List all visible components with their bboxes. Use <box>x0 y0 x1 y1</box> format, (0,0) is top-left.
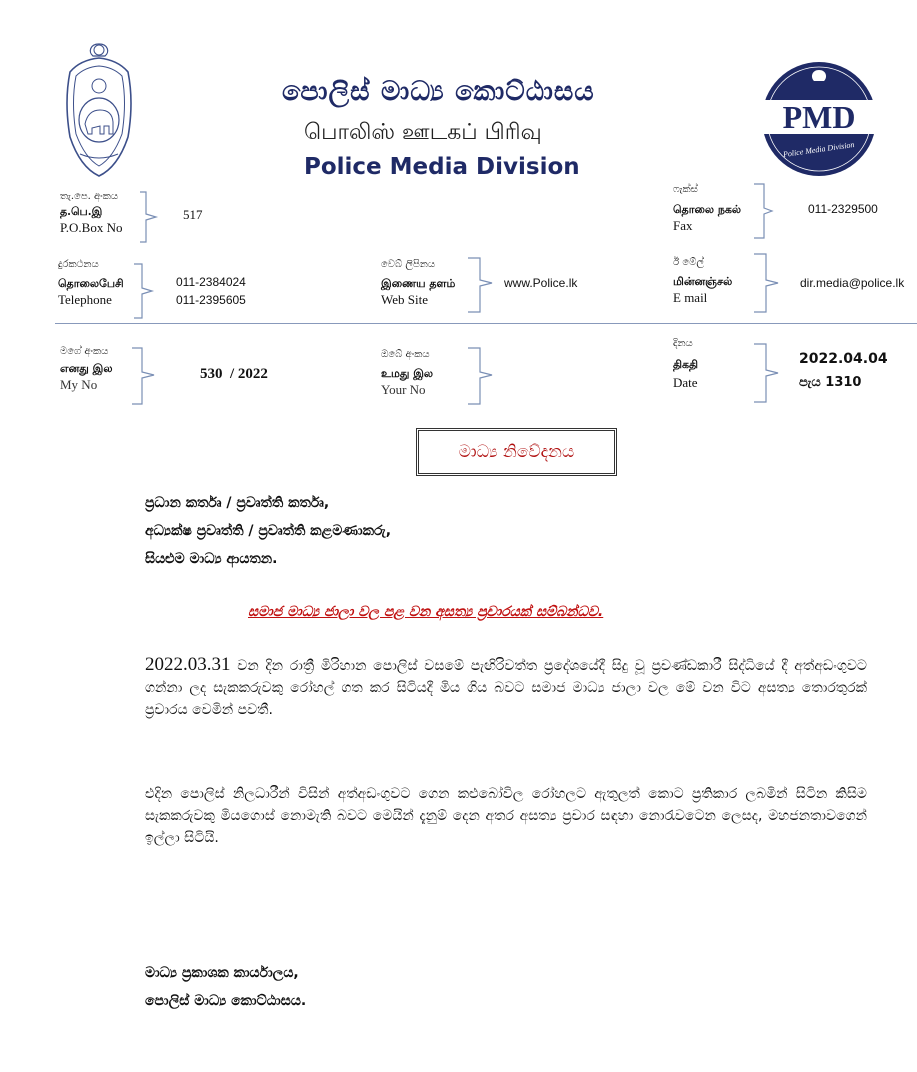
pmd-logo <box>760 60 878 178</box>
pmd-logo-text: PMD <box>782 99 856 135</box>
fax-label-en: Fax <box>673 218 693 233</box>
police-emblem-logo <box>60 42 138 180</box>
your-no-brace-icon <box>466 346 496 406</box>
signature-line-1: මාධ්‍ය ප්‍රකාශක කාර්යාලය, <box>145 965 299 981</box>
fax-label-ta: தொலை நகல் <box>673 203 742 216</box>
title-english: Police Media Division <box>304 154 580 180</box>
date-brace-icon <box>752 342 782 404</box>
body-paragraph-2: එදින පොලිස් නිලධාරීන් විසින් අත්අඩංගුවට ගෙන කළුබෝවිල රෝහලට ඇතුලත් කොට ප්‍රතිකාර ලබමින් සිටින කිසිම සැකකරුවකු මියගොස් නොමැති බවට මෙයින් දැනුම් දෙන අතර අසත්‍ය ප්‍රචාර සඳහා නොරැවටෙන ලෙසද, මහජනතාවගෙන් ඉල්ලා සිටියි. <box>145 786 867 846</box>
signature-line-2: පොලිස් මාධ්‍ය කොට්ඨාසය. <box>145 993 307 1009</box>
website-label-en: Web Site <box>381 292 428 307</box>
your-no-labels <box>381 348 433 398</box>
paragraph-1-date: 2022.03.31 <box>145 654 231 675</box>
website-label-si: වෙබ් ලිපිනය <box>381 259 436 270</box>
my-no-label-ta: எனது இல <box>60 362 113 375</box>
my-no-labels <box>60 345 112 393</box>
pobox-label-si: තැ.පෙ. අංකය <box>60 191 119 202</box>
pobox-label-en: P.O.Box No <box>60 220 123 235</box>
paragraph-1-text: වන දින රාත්‍රී මිරිහාන පොලිස් වසමේ පැඟිරිවත්ත ප්‍රදේශයේදී සිදු වූ ප්‍රචණ්ඩකාරී සිද්ධියේ දී අත්අඩංගුවට ගන්නා ලද සැකකරුවකු රෝහල් ගත කර සිටියදී මිය ගිය බවට සමාජ මාධ්‍ය ජාලා වල මේ වන විට අසත්‍ය තොරතුරක් ප්‍රචාරය වෙමින් පවතී. <box>145 658 867 718</box>
addressee-line-3: සියළුම මාධ්‍ය ආයතන. <box>145 551 278 567</box>
website-brace-icon <box>466 256 496 314</box>
email-brace-icon <box>752 252 782 314</box>
website-value[interactable]: www.Police.lk <box>504 276 578 290</box>
header-divider <box>55 323 917 324</box>
my-no-label-si: මගේ අංකය <box>60 346 109 357</box>
fax-brace-icon <box>752 182 776 240</box>
website-labels <box>381 258 455 308</box>
telephone-label-si: දුරකථනය <box>58 259 99 270</box>
date-label-si: දිනය <box>673 338 693 349</box>
notice-title: මාධ්‍ය නිවේදනය <box>458 442 575 462</box>
body-paragraph-1 <box>145 654 867 721</box>
date-value: 2022.04.04 <box>799 351 888 367</box>
date-labels <box>673 337 698 391</box>
date-time: පැය 1310 <box>799 375 862 390</box>
pobox-labels <box>60 190 123 236</box>
notice-title-box <box>416 428 617 476</box>
telephone-label-ta: தொலைபேசி <box>58 277 124 290</box>
fax-label-si: ෆැක්ස් <box>673 184 698 195</box>
fax-value: 011-2329500 <box>808 202 878 216</box>
your-no-label-si: ඔබේ අංකය <box>381 349 430 360</box>
title-sinhala: පොලිස් මාධ්‍ය කොට්ඨාසය <box>282 76 595 107</box>
my-no-brace-icon <box>130 346 158 406</box>
your-no-label-ta: உமது இல <box>381 367 434 380</box>
my-no-value: 530 / 2022 <box>200 366 268 382</box>
email-value[interactable]: dir.media@police.lk <box>800 276 905 290</box>
telephone-value-1: 011-2384024 <box>176 275 246 289</box>
email-label-en: E mail <box>673 290 708 305</box>
addressee-line-2: අධ්‍යක්ෂ ප්‍රවෘත්ති / ප්‍රවෘත්ති කළමණාකරු, <box>145 523 392 539</box>
website-label-ta: இணைய தளம் <box>381 277 456 290</box>
title-tamil: பொலிஸ் ஊடகப் பிரிவு <box>304 120 542 145</box>
my-no-label-en: My No <box>60 377 98 392</box>
date-label-ta: திகதி <box>673 358 699 371</box>
pobox-brace-icon <box>138 190 162 244</box>
fax-labels <box>673 183 741 234</box>
addressee-line-1: ප්‍රධාන කර්තෘ / ප්‍රවෘත්ති කර්තෘ, <box>145 495 330 511</box>
pobox-label-ta: த.பெ.இ <box>60 205 103 218</box>
telephone-brace-icon <box>132 262 158 320</box>
subject-line: සමාජ මාධ්‍ය ජාලා වල පළ වන අසත්‍ය ප්‍රචාරයක් සම්බන්ධව. <box>248 604 604 620</box>
telephone-value-2: 011-2395605 <box>176 293 246 307</box>
date-label-en: Date <box>673 375 698 390</box>
telephone-labels <box>58 258 124 308</box>
email-labels <box>673 256 732 306</box>
pobox-value: 517 <box>183 207 203 222</box>
telephone-label-en: Telephone <box>58 292 112 307</box>
pmd-logo-ring-text: Police Media Division <box>782 140 855 159</box>
email-label-ta: மின்னஞ்சல் <box>673 275 733 288</box>
your-no-label-en: Your No <box>381 382 426 397</box>
email-label-si: ඊ මේල් <box>673 257 704 268</box>
